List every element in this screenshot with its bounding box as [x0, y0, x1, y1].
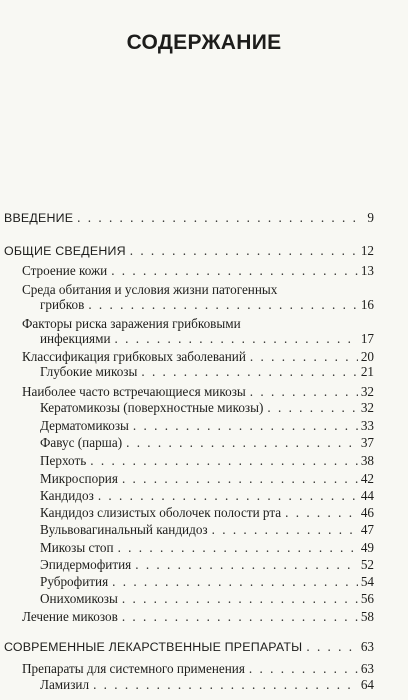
toc-entry-label: Ламизил	[40, 677, 90, 692]
dot-leader	[306, 639, 357, 654]
toc-entry-skin-structure	[22, 263, 374, 278]
toc-entry-dermatomycoses	[40, 418, 374, 433]
toc-entry-label: Фавус (парша)	[40, 435, 123, 450]
toc-entry-risk-factors	[22, 316, 374, 346]
dot-leader	[249, 661, 358, 676]
toc-entry-common-mycoses	[22, 384, 374, 399]
dot-leader	[122, 609, 358, 624]
toc-entry-systemic-drugs	[22, 661, 374, 676]
toc-page-number: 49	[360, 540, 374, 555]
toc-entry-label: Онихомикозы	[40, 591, 118, 606]
dot-leader	[122, 471, 358, 486]
toc-entry-foot-mycoses	[40, 540, 374, 555]
toc-entry-deep-mycoses	[40, 364, 374, 379]
dot-leader	[115, 331, 358, 346]
toc-page-number: 38	[360, 453, 374, 468]
toc-entry-label: Кандидоз слизистых оболочек полости рта	[40, 505, 282, 520]
toc-entry-keratomycoses	[40, 400, 374, 415]
toc-entry-label: Вульвовагинальный кандидоз	[40, 522, 208, 537]
dot-leader	[267, 400, 357, 415]
toc-page-number: 21	[360, 364, 374, 379]
toc-page-number: 37	[360, 435, 374, 450]
toc-page-number: 58	[360, 609, 374, 624]
toc-page-number: 44	[360, 488, 374, 503]
toc-entry-habitat	[22, 282, 374, 312]
dot-leader	[250, 349, 358, 364]
toc-entry-label: Микозы стоп	[40, 540, 114, 555]
toc-entry-label-line1: Факторы риска заражения грибковыми	[22, 316, 241, 331]
toc-page-number: 16	[360, 297, 374, 312]
dot-leader	[93, 677, 358, 692]
dot-leader	[98, 488, 358, 503]
toc-entry-candidiasis	[40, 488, 374, 503]
toc-entry-rubrophytia	[40, 574, 374, 589]
dot-leader	[130, 243, 358, 258]
toc-entry-oral-candidiasis	[40, 505, 374, 520]
dot-leader	[111, 263, 358, 278]
toc-page-number: 17	[360, 331, 374, 346]
dot-leader	[141, 364, 357, 379]
toc-page-number: 63	[360, 639, 374, 654]
toc-page-number: 47	[360, 522, 374, 537]
toc-entry-label-line2: инфекциями	[40, 331, 111, 346]
toc-entry-onychomycoses	[40, 591, 374, 606]
toc-entry-epidermophytia	[40, 557, 374, 572]
dot-leader	[135, 557, 358, 572]
toc-entry-classification	[22, 349, 374, 364]
toc-page-number: 13	[360, 263, 374, 278]
dot-leader	[90, 453, 358, 468]
toc-entry-microsporia	[40, 471, 374, 486]
dot-leader	[122, 591, 358, 606]
toc-page-number: 42	[360, 471, 374, 486]
toc-entry-label: Лечение микозов	[22, 609, 118, 624]
toc-entry-introduction	[4, 210, 374, 226]
dot-leader	[112, 574, 358, 589]
toc-page-number: 12	[360, 243, 374, 258]
toc-entry-label-line1: Среда обитания и условия жизни патогенных	[22, 282, 278, 297]
toc-entry-label: ОБЩИЕ СВЕДЕНИЯ	[4, 244, 126, 258]
toc-page-number: 9	[367, 210, 374, 225]
toc-entry-label: Классификация грибковых заболеваний	[22, 349, 246, 364]
dot-leader	[88, 297, 357, 312]
dot-leader	[285, 505, 358, 520]
toc-entry-label: Кандидоз	[40, 488, 94, 503]
toc-page-number: 63	[360, 661, 374, 676]
toc-entry-label: Глубокие микозы	[40, 364, 138, 379]
toc-entry-general-info	[4, 243, 374, 259]
dot-leader	[77, 210, 364, 225]
toc-entry-label: Наиболее часто встречающиеся микозы	[22, 384, 246, 399]
toc-entry-label: ВВЕДЕНИЕ	[4, 211, 74, 225]
toc-entry-label: Перхоть	[40, 453, 87, 468]
toc-page-number: 46	[360, 505, 374, 520]
dot-leader	[212, 522, 358, 537]
toc-entry-label: Кератомикозы (поверхностные микозы)	[40, 400, 264, 415]
toc-page-number: 64	[360, 677, 374, 692]
dot-leader	[250, 384, 358, 399]
toc-entry-lamisil	[40, 677, 374, 692]
toc-page-number: 56	[360, 591, 374, 606]
dot-leader	[126, 435, 358, 450]
toc-page-number: 32	[360, 400, 374, 415]
page-title: СОДЕРЖАНИЕ	[126, 31, 282, 54]
toc-entry-label-line2: грибков	[40, 297, 85, 312]
toc-entry-label: Препараты для системного применения	[22, 661, 245, 676]
toc-page-number: 32	[360, 384, 374, 399]
toc-entry-label: Руброфития	[40, 574, 109, 589]
toc-entry-dandruff	[40, 453, 374, 468]
dot-leader	[133, 418, 358, 433]
toc-page-number: 54	[360, 574, 374, 589]
toc-entry-label: Дерматомикозы	[40, 418, 129, 433]
toc-page-number: 52	[360, 557, 374, 572]
toc-page-number: 33	[360, 418, 374, 433]
toc-entry-label: Микроспория	[40, 471, 118, 486]
dot-leader	[118, 540, 358, 555]
toc-entry-vulvovaginal-candidiasis	[40, 522, 374, 537]
toc-entry-label: СОВРЕМЕННЫЕ ЛЕКАРСТВЕННЫЕ ПРЕПАРАТЫ	[4, 640, 303, 654]
toc-entry-treatment	[22, 609, 374, 624]
toc-page-number: 20	[360, 349, 374, 364]
toc-entry-modern-drugs	[4, 639, 374, 655]
toc-entry-label: Эпидермофития	[40, 557, 132, 572]
toc-entry-label: Строение кожи	[22, 263, 108, 278]
toc-entry-favus	[40, 435, 374, 450]
